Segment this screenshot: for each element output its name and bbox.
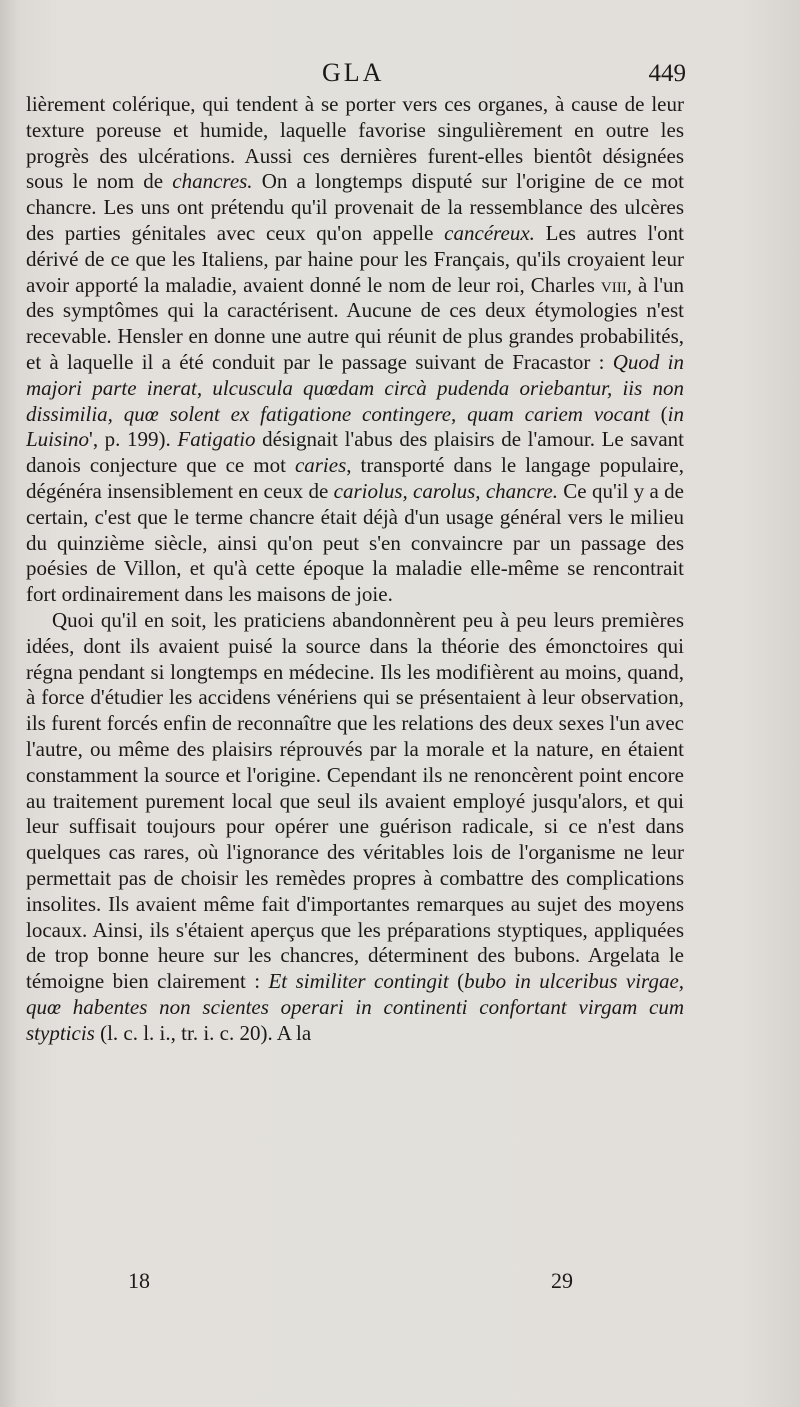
text-run: On a longtemps disputé sur l'origine de ce mot chancre. Les uns ont prétendu qu'il provenait de la ressemblance des ulcères des parties génitales avec ceux qu'on appelle	[26, 169, 685, 245]
text-run: (	[448, 969, 465, 994]
text-run: Quoi qu'il en soit, les praticiens abandonnèrent peu à peu leurs premières idées, dont ils avaient puisé la source dans la théorie des émonctoires qui régna pendant si longtemps en médecine. Ils les modifièrent au moins, quand, à force d'étudier les accidens vénériens qui se présentaient à leur observation, ils furent forcés enfin de reconnaître que les relations des deux sexes l'un avec l'autre, ou même des plaisirs réprouvés par la morale et la nature, en étaient constamment la source et l'origine. Cependant ils ne renoncèrent point encore au traitement purement local que seul ils avaient employé jusqu'alors, et qui leur suffisait toujours pour opérer une guérison radicale, si ce n'est dans quelques cas rares, où l'ignorance des véritables lois de l'organisme ne leur permettait pas de choisir les remèdes propres à combattre des complications insolites. Ils avaient même fait d'importantes remarques au sujet des moyens locaux. Ainsi, ils s'étaient aperçus que les préparations styptiques, appliquées de trop bonne heure sur les chancres, déterminent des bubons. Argelata le témoigne bien clairement :	[26, 607, 684, 994]
italic-text: bubo in ulceribus virgae, quœ habentes non scientes operari in continenti confortant virgam cum stypticis	[26, 969, 685, 1045]
italic-text: Et similiter contingit	[268, 969, 449, 994]
paragraph	[26, 92, 684, 608]
text-run: (l. c. l. i., tr. i. c. 20). A la	[94, 1020, 312, 1045]
page-header	[26, 58, 686, 94]
running-head: GLA	[322, 58, 385, 87]
text-run: , transporté dans le langage populaire, dégénéra insensiblement en ceux de	[26, 453, 685, 503]
italic-text: chancres.	[172, 169, 253, 194]
italic-text: Fatigatio	[177, 427, 256, 452]
text-run: Les autres l'ont dérivé de ce que les Italiens, par haine pour les Français, qu'ils croyaient leur avoir apporté la maladie, avaient donné le nom de leur roi, Charles	[26, 220, 684, 297]
signature-mark-right: 29	[551, 1268, 573, 1293]
signature-mark-left: 18	[128, 1268, 150, 1293]
italic-text: cariolus, carolus, chancre.	[333, 478, 558, 503]
text-run: viii	[600, 272, 627, 297]
text-run: désignait l'abus des plaisirs de l'amour. Le savant danois conjecture que ce mot	[26, 427, 684, 478]
text-run: ', p. 199).	[89, 427, 178, 452]
body-text	[26, 92, 684, 1046]
italic-text: caries	[294, 453, 347, 478]
text-run: lièrement colérique, qui tendent à se porter vers ces organes, à cause de leur texture poreuse et humide, laquelle favorise singulièrement en outre les progrès des ulcérations. Aussi ces dernières furent-elles bientôt désignées sous le nom de	[26, 92, 684, 194]
text-run: Ce qu'il y a de certain, c'est que le terme chancre était déjà d'un usage général vers le milieu du quinzième siècle, ainsi qu'on peut s'en convaincre par un passage des poésies de Villon, et qu'à cette époque la maladie elle-même se rencontrait fort ordinairement dans les maisons de joie.	[26, 478, 684, 607]
printer-signatures	[26, 1268, 684, 1300]
text-run: , à l'un des symptômes qui la caractérisent. Aucune de ces deux étymologies n'est recevable. Hensler en donne une autre qui réunit de plus grandes probabilités, et à laquelle il a été conduit par le passage suivant de Fracastor :	[26, 272, 684, 374]
page-number: 449	[648, 60, 686, 87]
italic-text: in Luisino	[26, 401, 685, 452]
text-run: (	[649, 401, 668, 426]
italic-text: Quod in majori parte inerat, ulcuscula quœdam circà pudenda oriebantur, iis non dissimilia, quœ solent ex fatigatione contingere, quam cariem vocant	[26, 349, 684, 426]
italic-text: cancéreux.	[444, 220, 535, 245]
paragraph	[26, 608, 684, 1047]
